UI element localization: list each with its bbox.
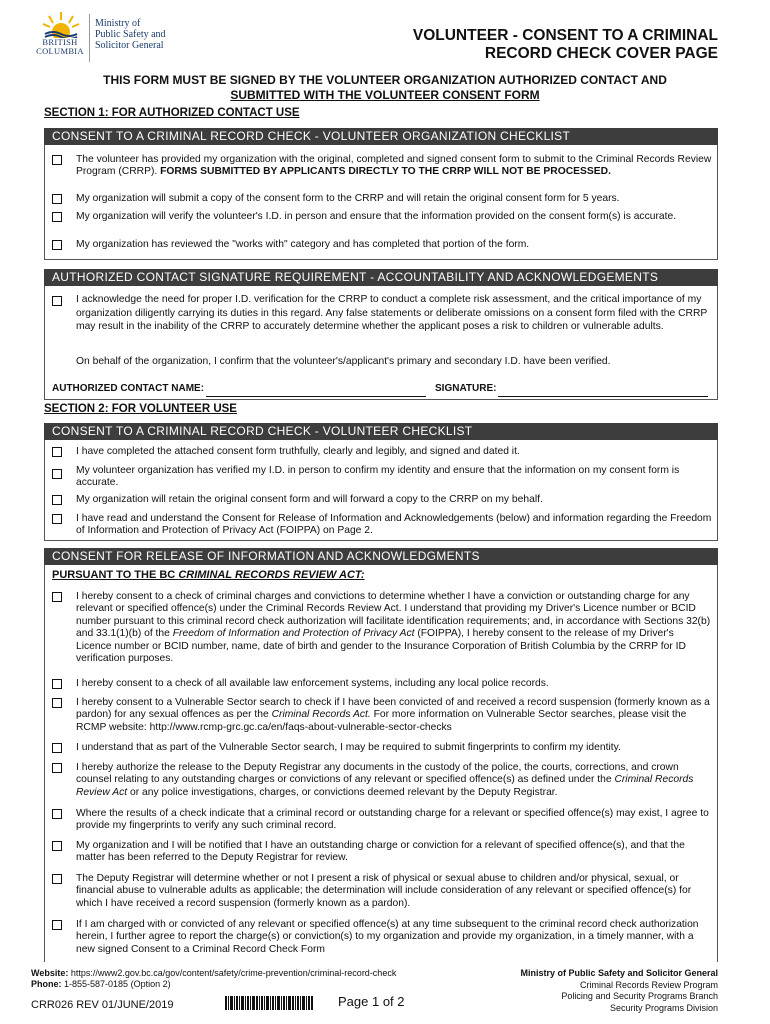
checkbox[interactable]: [52, 194, 62, 204]
checkbox[interactable]: [52, 874, 62, 884]
ministry-line-1: Ministry of: [95, 18, 141, 29]
phone-label: Phone:: [31, 979, 62, 989]
consent-9-text: If I am charged with or convicted of any relevant or specified offence(s) at any time subsequent to the criminal record check authorization herein, I further agree to report the charge(s) or conviction(s) to my organization and provide my organization, in a timely manner, with a new signed Consent to a Criminal Record Check Form: [76, 919, 699, 955]
consent-3-part-a: I hereby consent to a Vulnerable Sector search to check if I have been convicted of and received a record suspension (formerly known as a pardon) for any sexual offences as per the: [76, 697, 710, 721]
org-line-4: Security Programs Division: [609, 1002, 718, 1013]
subhead-act-name: CRIMINAL RECORDS REVIEW ACT:: [178, 569, 365, 581]
checkbox[interactable]: [52, 743, 62, 753]
barcode-icon: [225, 996, 313, 1010]
consent-3-text: [76, 697, 712, 734]
section-2-label: SECTION 2: FOR VOLUNTEER USE: [44, 403, 237, 415]
checkbox[interactable]: [52, 447, 62, 457]
signature-requirement-box: [44, 269, 718, 400]
consent-5-part-a: I hereby authorize the release to the Deputy Registrar any documents in the custody of the police, the courts, corrections, and crown counsel relating to any outstanding charges or convictions of any relevant or specified offence(s) as defined under the: [76, 762, 679, 786]
section-2-checklist-title: CONSENT TO A CRIMINAL RECORD CHECK - VOLUNTEER CHECKLIST: [44, 423, 718, 440]
acknowledgement-text: I acknowledge the need for proper I.D. verification for the CRRP to conduct a complete risk assessment, and the critical importance of my organization diligently carrying its duties in this regard. Any false statements or deliberate omissions on a consent form filed with the CRRP may result in the inability of the CRRP to accurately determine whether the applicant poses a risk to children or vulnerable adults.: [76, 294, 708, 332]
s1-item-1-text: [76, 154, 712, 179]
section-1-checklist-title: CONSENT TO A CRIMINAL RECORD CHECK - VOLUNTEER ORGANIZATION CHECKLIST: [44, 128, 718, 145]
consent-2-text: I hereby consent to a check of all available law enforcement systems, including any local police records.: [76, 678, 549, 689]
consent-5-text: [76, 762, 712, 799]
notice: [52, 73, 718, 103]
s2-item-1-text: I have completed the attached consent form truthfully, clearly and legibly, and signed and dated it.: [76, 446, 520, 457]
s2-item-4-text: I have read and understand the Consent for Release of Information and Acknowledgements (below) and information regarding the Freedom of Information and Protection of Privacy Act (FOIPPA) on Page 2.: [76, 513, 712, 537]
s1-item-4-text: My organization has reviewed the "works with" category and has completed that portion of the form.: [76, 239, 530, 250]
checkbox[interactable]: [52, 841, 62, 851]
section-1-label: SECTION 1: FOR AUTHORIZED CONTACT USE: [44, 107, 300, 119]
consent-1-part-b: (FOIPPA), I hereby consent to the release of my Driver's Licence number or BCID number, name, date of birth and gender to the Insurance Corporation of British Columbia by the CRRP for ID verification purposes.: [76, 628, 686, 665]
checkbox[interactable]: [52, 495, 62, 505]
sun-logo-icon: [41, 10, 81, 38]
org-line-1: Ministry of Public Safety and Solicitor General: [520, 968, 718, 978]
release-subhead: [52, 569, 365, 581]
consent-8-text: The Deputy Registrar will determine whether or not I present a risk of physical or sexual abuse to children and/or physical, sexual, or financial abuse to vulnerable adults as applicable; the determination will include consideration of any relevant or specified offence(s) for which I have received a record suspension (formerly known as a pardon).: [76, 873, 692, 909]
org-line-2: Criminal Records Review Program: [579, 979, 718, 990]
checkbox[interactable]: [52, 296, 62, 306]
page-number: Page 1 of 2: [338, 994, 405, 1009]
logo-divider: [89, 14, 90, 62]
consent-7-text: My organization and I will be notified that I have an outstanding charge or conviction for a relevant of specified offence(s), and that the matter has been referred to the Deputy Registrar for review.: [76, 840, 685, 864]
consent-4-text: I understand that as part of the Vulnerable Sector search, I may be required to submit fingerprints to confirm my identity.: [76, 742, 621, 753]
checkbox[interactable]: [52, 212, 62, 222]
checkbox[interactable]: [52, 809, 62, 819]
phone-number: 1-855-587-0185 (Option 2): [64, 979, 171, 989]
signature-row: [52, 383, 712, 397]
signature-requirement-title: AUTHORIZED CONTACT SIGNATURE REQUIREMENT - ACCOUNTABILITY AND ACKNOWLEDGEMENTS: [44, 269, 718, 286]
s1-item-2-text: My organization will submit a copy of the consent form to the CRRP and will retain the original consent form for 5 years.: [76, 193, 620, 204]
brand-line-1: BRITISH: [42, 37, 78, 47]
checkbox[interactable]: [52, 763, 62, 773]
notice-line-2: SUBMITTED WITH THE VOLUNTEER CONSENT FORM: [230, 88, 540, 102]
checkbox[interactable]: [52, 240, 62, 250]
checkbox[interactable]: [52, 920, 62, 930]
bc-logo: [33, 10, 173, 64]
s2-item-3-text: My organization will retain the original consent form and will forward a copy to the CRRP on my behalf.: [76, 494, 543, 505]
contact-name-label: AUTHORIZED CONTACT NAME:: [52, 383, 205, 394]
subhead-prefix: PURSUANT TO THE BC: [52, 569, 179, 581]
consent-5-part-b: or any police investigations, charges, or convictions deemed relevant by the Deputy Registrar.: [127, 786, 558, 798]
org-line-3: Policing and Security Programs Branch: [561, 991, 718, 1001]
s1-item-1-bold: FORMS SUBMITTED BY APPLICANTS DIRECTLY TO THE CRRP WILL NOT BE PROCESSED.: [160, 166, 611, 178]
title-line-2: RECORD CHECK COVER PAGE: [484, 45, 718, 62]
ministry-name: [95, 18, 166, 51]
ministry-line-3: Solicitor General: [95, 40, 164, 51]
signature-label: SIGNATURE:: [435, 383, 497, 394]
checkbox[interactable]: [52, 592, 62, 602]
document-title: [398, 27, 718, 63]
behalf-text: On behalf of the organization, I confirm that the volunteer's/applicant's primary and secondary I.D. have been verified.: [76, 356, 611, 367]
consent-1-text: [76, 591, 712, 665]
brand-text: [33, 38, 87, 56]
consent-3-part-b: For more information on Vulnerable Sector searches, please visit the RCMP website: http://www.rcmp-grc.gc.ca/en/faqs-about-vulnerable-sector-checks: [76, 709, 687, 733]
checkbox[interactable]: [52, 698, 62, 708]
checkbox[interactable]: [52, 155, 62, 165]
checkbox[interactable]: [52, 469, 62, 479]
form-number: CRR026 REV 01/JUNE/2019: [31, 999, 174, 1011]
signature-field[interactable]: [498, 396, 708, 397]
checkbox[interactable]: [52, 514, 62, 524]
consent-3-act-name: Criminal Records Act.: [271, 709, 371, 721]
consent-1-part-a: I hereby consent to a check of criminal charges and convictions to determine whether I have a conviction or outstanding charge for any relevant or specified offence(s) under the Criminal Records Review Act. I understand that providing my Driver's Licence number or BCID number pursuant to this criminal record check authorization will facilitate identification requirements; and, in accordance with Sections 32(b) and 33.1(1)(b) of the: [76, 591, 711, 640]
footer-organization: [488, 968, 718, 1014]
title-line-1: VOLUNTEER - CONSENT TO A CRIMINAL: [412, 27, 718, 44]
website-label: Website:: [31, 968, 69, 978]
notice-line-1: THIS FORM MUST BE SIGNED BY THE VOLUNTEER ORGANIZATION AUTHORIZED CONTACT AND: [103, 73, 667, 87]
checkbox[interactable]: [52, 679, 62, 689]
contact-name-field[interactable]: [206, 396, 426, 397]
footer-contact: [31, 968, 396, 990]
consent-5-act-name: Criminal Records Review Act: [76, 774, 694, 798]
consent-1-act-name: Freedom of Information and Protection of Privacy Act: [172, 628, 415, 640]
consent-6-text: Where the results of a check indicate that a criminal record or outstanding charge for a relevant or specified offence(s) may exist, I agree to provide my fingerprints to verify any such criminal record.: [76, 808, 709, 832]
s1-item-1-plain: The volunteer has provided my organization with the original, completed and signed consent form to submit to the Criminal Records Review Program (CRRP).: [76, 154, 712, 178]
ministry-line-2: Public Safety and: [95, 29, 166, 40]
website-link[interactable]: https://www2.gov.bc.ca/gov/content/safety/crime-prevention/criminal-record-check: [70, 968, 397, 978]
release-title: CONSENT FOR RELEASE OF INFORMATION AND ACKNOWLEDGMENTS: [44, 548, 718, 565]
brand-line-2: COLUMBIA: [36, 46, 84, 56]
s1-item-3-text: My organization will verify the volunteer's I.D. in person and ensure that the information provided on the consent form(s) is accurate.: [76, 211, 677, 222]
s2-item-2-text: My volunteer organization has verified my I.D. in person to confirm my identity and ensure that the information on my consent form is accurate.: [76, 465, 680, 489]
